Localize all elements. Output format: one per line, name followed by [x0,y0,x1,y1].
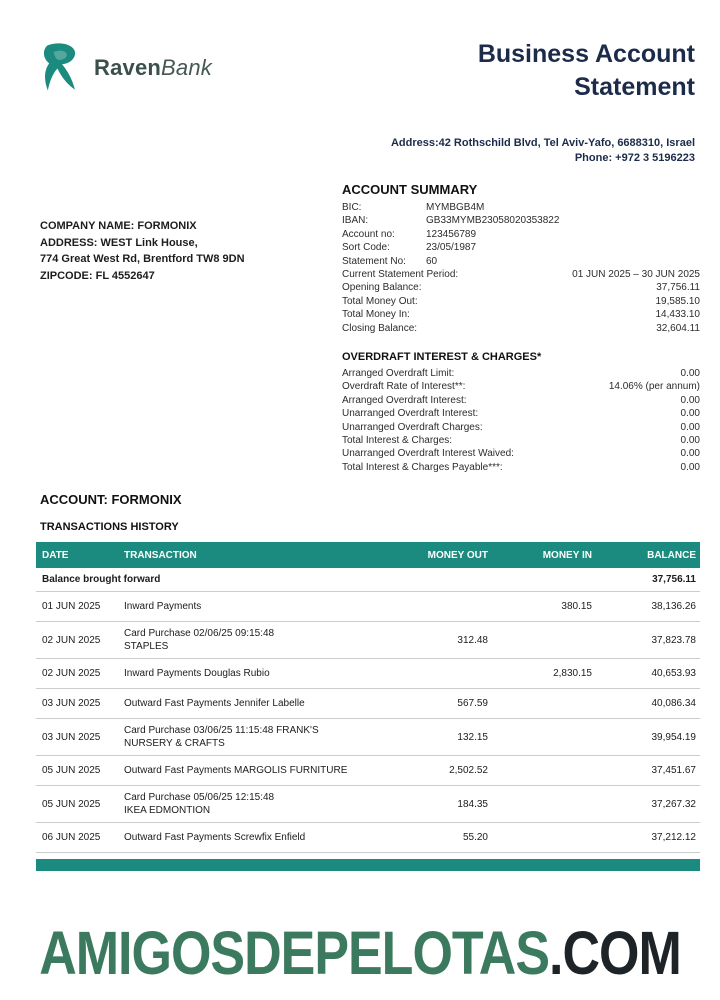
watermark-domain-suffix: .COM [549,919,681,989]
bank-logo-text [94,55,212,81]
summary-row [342,241,700,254]
overdraft-label: Unarranged Overdraft Interest Waived: [342,448,514,460]
tx-date: 03 JUN 2025 [42,731,101,743]
tx-balance: 37,756.11 [652,574,696,585]
summary-label: Opening Balance: [342,282,422,294]
summary-label: Account no: [342,228,395,240]
overdraft-row [342,380,700,393]
col-header-money-out: MONEY OUT [427,549,488,561]
col-header-date: DATE [42,549,69,561]
summary-value: GB33MYMB23058020353822 [426,215,560,227]
watermark [0,912,720,997]
summary-label: Closing Balance: [342,322,418,334]
overdraft-label: Arranged Overdraft Interest: [342,394,467,406]
overdraft-value: 14.06% (per annum) [608,381,700,393]
tx-description: Inward Payments [124,601,202,612]
tx-description: Card Purchase 05/06/25 12:15:48 IKEA EDMONTION [124,792,275,816]
transaction-row [36,568,700,592]
overdraft-rows [342,367,700,474]
transaction-row [36,786,700,823]
tx-description: Inward Payments Douglas Rubio [124,668,270,679]
tx-money-out: 567.59 [457,698,488,709]
summary-row [342,295,700,308]
tx-money-out: 55.20 [462,832,488,843]
overdraft-value: 0.00 [680,408,700,420]
bank-address-block [275,136,695,166]
tx-date: 03 JUN 2025 [42,698,101,709]
tx-money-out [372,669,488,679]
summary-row [342,281,700,294]
summary-value: 19,585.10 [655,295,700,307]
transactions-table-body [36,568,700,853]
tx-money-in: 380.15 [561,601,592,612]
col-header-money-in: MONEY IN [542,549,592,561]
summary-label: Sort Code: [342,242,390,254]
tx-date: 02 JUN 2025 [42,668,101,679]
tx-balance: 40,653.93 [651,668,696,679]
bank-name-bold: Raven [94,55,162,80]
tx-balance: 37,823.78 [651,634,696,646]
tx-date: 05 JUN 2025 [42,798,101,810]
summary-value: 01 JUN 2025 – 30 JUN 2025 [572,268,700,280]
tx-balance: 39,954.19 [651,731,696,743]
tx-money-in: 2,830.15 [553,668,592,679]
transactions-table [36,542,700,871]
tx-money-out [372,602,488,612]
tx-balance: 37,212.12 [651,832,696,843]
tx-money-in [488,766,592,776]
overdraft-row [342,367,700,380]
transaction-row [36,823,700,853]
col-header-balance: BALANCE [647,549,696,561]
bank-logo [40,42,212,94]
transaction-row [36,659,700,689]
summary-label: Current Statement Period: [342,268,459,280]
transaction-row [36,622,700,659]
summary-row [342,322,700,335]
overdraft-row [342,407,700,420]
tx-balance: 37,267.32 [651,798,696,810]
summary-value: 32,604.11 [656,322,700,334]
overdraft-value: 0.00 [680,421,700,433]
col-header-transaction: TRANSACTION [124,549,197,561]
tx-money-in [488,799,592,809]
overdraft-value: 0.00 [680,434,700,446]
bank-phone-line: Phone: +972 3 5196223 [574,152,695,164]
summary-value: 60 [426,255,438,267]
transaction-row [36,689,700,719]
summary-value: 14,433.10 [655,309,700,321]
overdraft-value: 0.00 [680,461,700,473]
overdraft-row [342,394,700,407]
tx-money-in [488,732,592,742]
tx-description: Outward Fast Payments MARGOLIS FURNITURE [124,765,348,776]
summary-row [342,228,700,241]
overdraft-label: Overdraft Rate of Interest**: [342,381,466,393]
overdraft-value: 0.00 [680,448,700,460]
account-heading: ACCOUNT: FORMONIX [40,492,182,507]
transactions-table-header [36,542,700,568]
transaction-row [36,756,700,786]
summary-value: 37,756.11 [656,282,700,294]
overdraft-value: 0.00 [680,394,700,406]
overdraft-value: 0.00 [680,368,700,379]
summary-value: MYMBGB4M [426,202,485,213]
bank-name-italic: Bank [161,55,212,80]
tx-balance: 38,136.26 [651,601,696,612]
overdraft-title: OVERDRAFT INTEREST & CHARGES* [342,351,542,363]
company-address-line-2: 774 Great West Rd, Brentford TW8 9DN [40,253,245,265]
tx-date: 05 JUN 2025 [42,765,101,776]
account-summary-section [342,182,700,335]
transaction-row [36,592,700,622]
account-summary-rows [342,201,700,335]
overdraft-label: Unarranged Overdraft Interest: [342,408,479,420]
overdraft-section [342,351,700,474]
tx-money-in [488,833,592,843]
overdraft-label: Unarranged Overdraft Charges: [342,421,483,433]
summary-label: Statement No: [342,255,406,267]
tx-date: 06 JUN 2025 [42,832,101,843]
overdraft-row [342,434,700,447]
tx-balance: 37,451.67 [651,765,696,776]
account-summary-title: ACCOUNT SUMMARY [342,182,478,197]
tx-money-out: 2,502.52 [449,765,488,776]
bank-address-line: Address:42 Rothschild Blvd, Tel Aviv-Yafo, 6688310, Israel [390,137,695,149]
table-footer-bar [36,859,700,871]
tx-description: Balance brought forward [42,574,161,585]
overdraft-label: Total Interest & Charges: [342,434,453,446]
tx-money-out: 132.15 [457,731,488,743]
tx-balance: 40,086.34 [651,698,696,709]
tx-date: 02 JUN 2025 [42,634,101,646]
overdraft-label: Total Interest & Charges Payable***: [342,461,503,473]
document-title: Business Account Statement [477,40,695,101]
tx-money-in [488,635,592,645]
summary-row [342,308,700,321]
tx-description: Outward Fast Payments Jennifer Labelle [124,698,305,709]
overdraft-row [342,447,700,460]
company-name-line: COMPANY NAME: FORMONIX [40,220,197,232]
tx-date: 01 JUN 2025 [42,601,101,612]
overdraft-label: Arranged Overdraft Limit: [342,368,455,379]
watermark-site-name: AMIGOSDEPELOTAS [39,919,550,989]
tx-money-out [372,575,488,585]
transaction-row [36,719,700,756]
summary-row [342,214,700,227]
summary-row [342,201,700,214]
tx-money-in [488,575,592,585]
summary-row [342,255,700,268]
summary-label: BIC: [342,202,362,213]
summary-label: IBAN: [342,215,369,227]
summary-row [342,268,700,281]
tx-description: Card Purchase 03/06/25 11:15:48 FRANK'S NURSERY & CRAFTS [124,725,319,749]
company-address-line-1: ADDRESS: WEST Link House, [40,236,198,249]
raven-logo-icon [40,42,86,94]
tx-description: Card Purchase 02/06/25 09:15:48 STAPLES [124,628,275,652]
overdraft-row [342,421,700,434]
company-info-block [40,218,340,284]
overdraft-row [342,461,700,474]
summary-label: Total Money Out: [342,295,418,307]
tx-money-out: 312.48 [457,634,488,646]
summary-value: 23/05/1987 [426,242,477,254]
summary-label: Total Money In: [342,309,410,321]
company-zipcode-line: ZIPCODE: FL 4552647 [40,269,155,282]
tx-description: Outward Fast Payments Screwfix Enfield [124,832,306,843]
summary-value: 123456789 [426,228,477,240]
tx-money-in [488,699,592,709]
tx-money-out: 184.35 [457,798,488,810]
transactions-heading: TRANSACTIONS HISTORY [40,521,179,533]
